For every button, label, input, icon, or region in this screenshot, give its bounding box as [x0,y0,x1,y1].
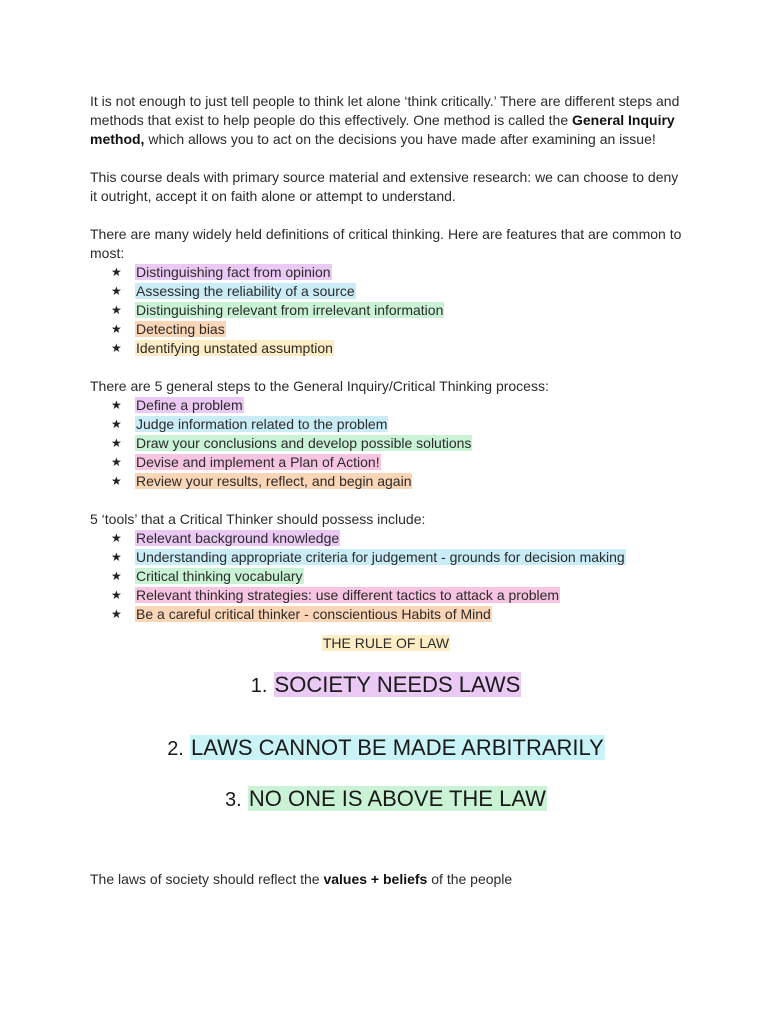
star-icon: ★ [111,588,122,602]
list-item [90,415,682,434]
definitions-list [90,263,682,358]
star-icon: ★ [111,474,122,488]
list-item [90,282,682,301]
star-icon: ★ [111,322,122,336]
star-icon: ★ [111,569,122,583]
intro-text-end: which allows you to act on the decisions you have made after examining an issue! [144,131,656,147]
highlighted-text: Assessing the reliability of a source [136,283,355,299]
highlighted-text: Draw your conclusions and develop possible solutions [136,435,472,451]
highlighted-text: Review your results, reflect, and begin again [136,473,412,489]
closing-paragraph [90,870,682,889]
steps-lead: There are 5 general steps to the General Inquiry/Critical Thinking process: [90,378,549,394]
intro-text: It is not enough to just tell people to think let alone ‘think critically.’ There are different steps and methods that exist to help people do this effectively. One method is called the [90,93,680,128]
list-item [90,472,682,491]
star-icon: ★ [111,341,122,355]
list-item [90,396,682,415]
rule-number: 3. [225,789,242,811]
list-item [90,434,682,453]
star-icon: ★ [111,607,122,621]
intro-bold-term: General Inquiry method, [90,112,675,147]
document-page [90,92,682,889]
rule-text: NO ONE IS ABOVE THE LAW [248,786,546,811]
steps-list [90,396,682,491]
definitions-lead: There are many widely held definitions of critical thinking. Here are features that are common to most: [90,226,682,261]
rule-number: 2. [167,738,184,760]
course-paragraph: This course deals with primary source material and extensive research: we can choose to deny it outright, accept it on faith alone or attempt to understand. [90,169,679,204]
list-item [90,263,682,282]
list-item [90,586,682,605]
star-icon: ★ [111,265,122,279]
tools-list [90,529,682,624]
list-item [90,453,682,472]
star-icon: ★ [111,303,122,317]
star-icon: ★ [111,455,122,469]
closing-text-end: of the people [427,871,513,887]
list-item [90,567,682,586]
highlighted-text: Detecting bias [136,321,225,337]
list-item [90,301,682,320]
rule-item [90,734,682,763]
highlighted-text: Understanding appropriate criteria for judgement - grounds for decision making [136,549,625,565]
highlighted-text: Define a problem [136,397,243,413]
list-item [90,548,682,567]
rule-item [90,671,682,700]
highlighted-text: Devise and implement a Plan of Action! [136,454,380,470]
star-icon: ★ [111,398,122,412]
highlighted-text: Be a careful critical thinker - conscientious Habits of Mind [136,606,491,622]
rule-item [90,785,682,814]
highlighted-text: Distinguishing relevant from irrelevant information [136,302,444,318]
tools-lead: 5 ‘tools’ that a Critical Thinker should possess include: [90,511,426,527]
star-icon: ★ [111,550,122,564]
rule-number: 1. [250,675,268,697]
intro-paragraph [90,92,682,149]
highlighted-text: Judge information related to the problem [136,416,388,432]
closing-bold-term: values + beliefs [323,871,428,887]
list-item [90,529,682,548]
highlighted-text: Relevant thinking strategies: use different tactics to attack a problem [136,587,560,603]
highlighted-text: Distinguishing fact from opinion [136,264,331,280]
rule-text: LAWS CANNOT BE MADE ARBITRARILY [191,735,604,760]
rule-of-law-heading: THE RULE OF LAW [322,635,450,651]
closing-text: The laws of society should reflect the [90,871,324,887]
highlighted-text: Identifying unstated assumption [136,340,333,356]
star-icon: ★ [111,531,122,545]
star-icon: ★ [111,417,122,431]
star-icon: ★ [111,436,122,450]
rule-of-law-heading-row [90,634,682,653]
star-icon: ★ [111,284,122,298]
list-item [90,339,682,358]
list-item [90,605,682,624]
highlighted-text: Relevant background knowledge [136,530,340,546]
list-item [90,320,682,339]
highlighted-text: Critical thinking vocabulary [136,568,303,584]
rule-text: SOCIETY NEEDS LAWS [274,672,521,697]
